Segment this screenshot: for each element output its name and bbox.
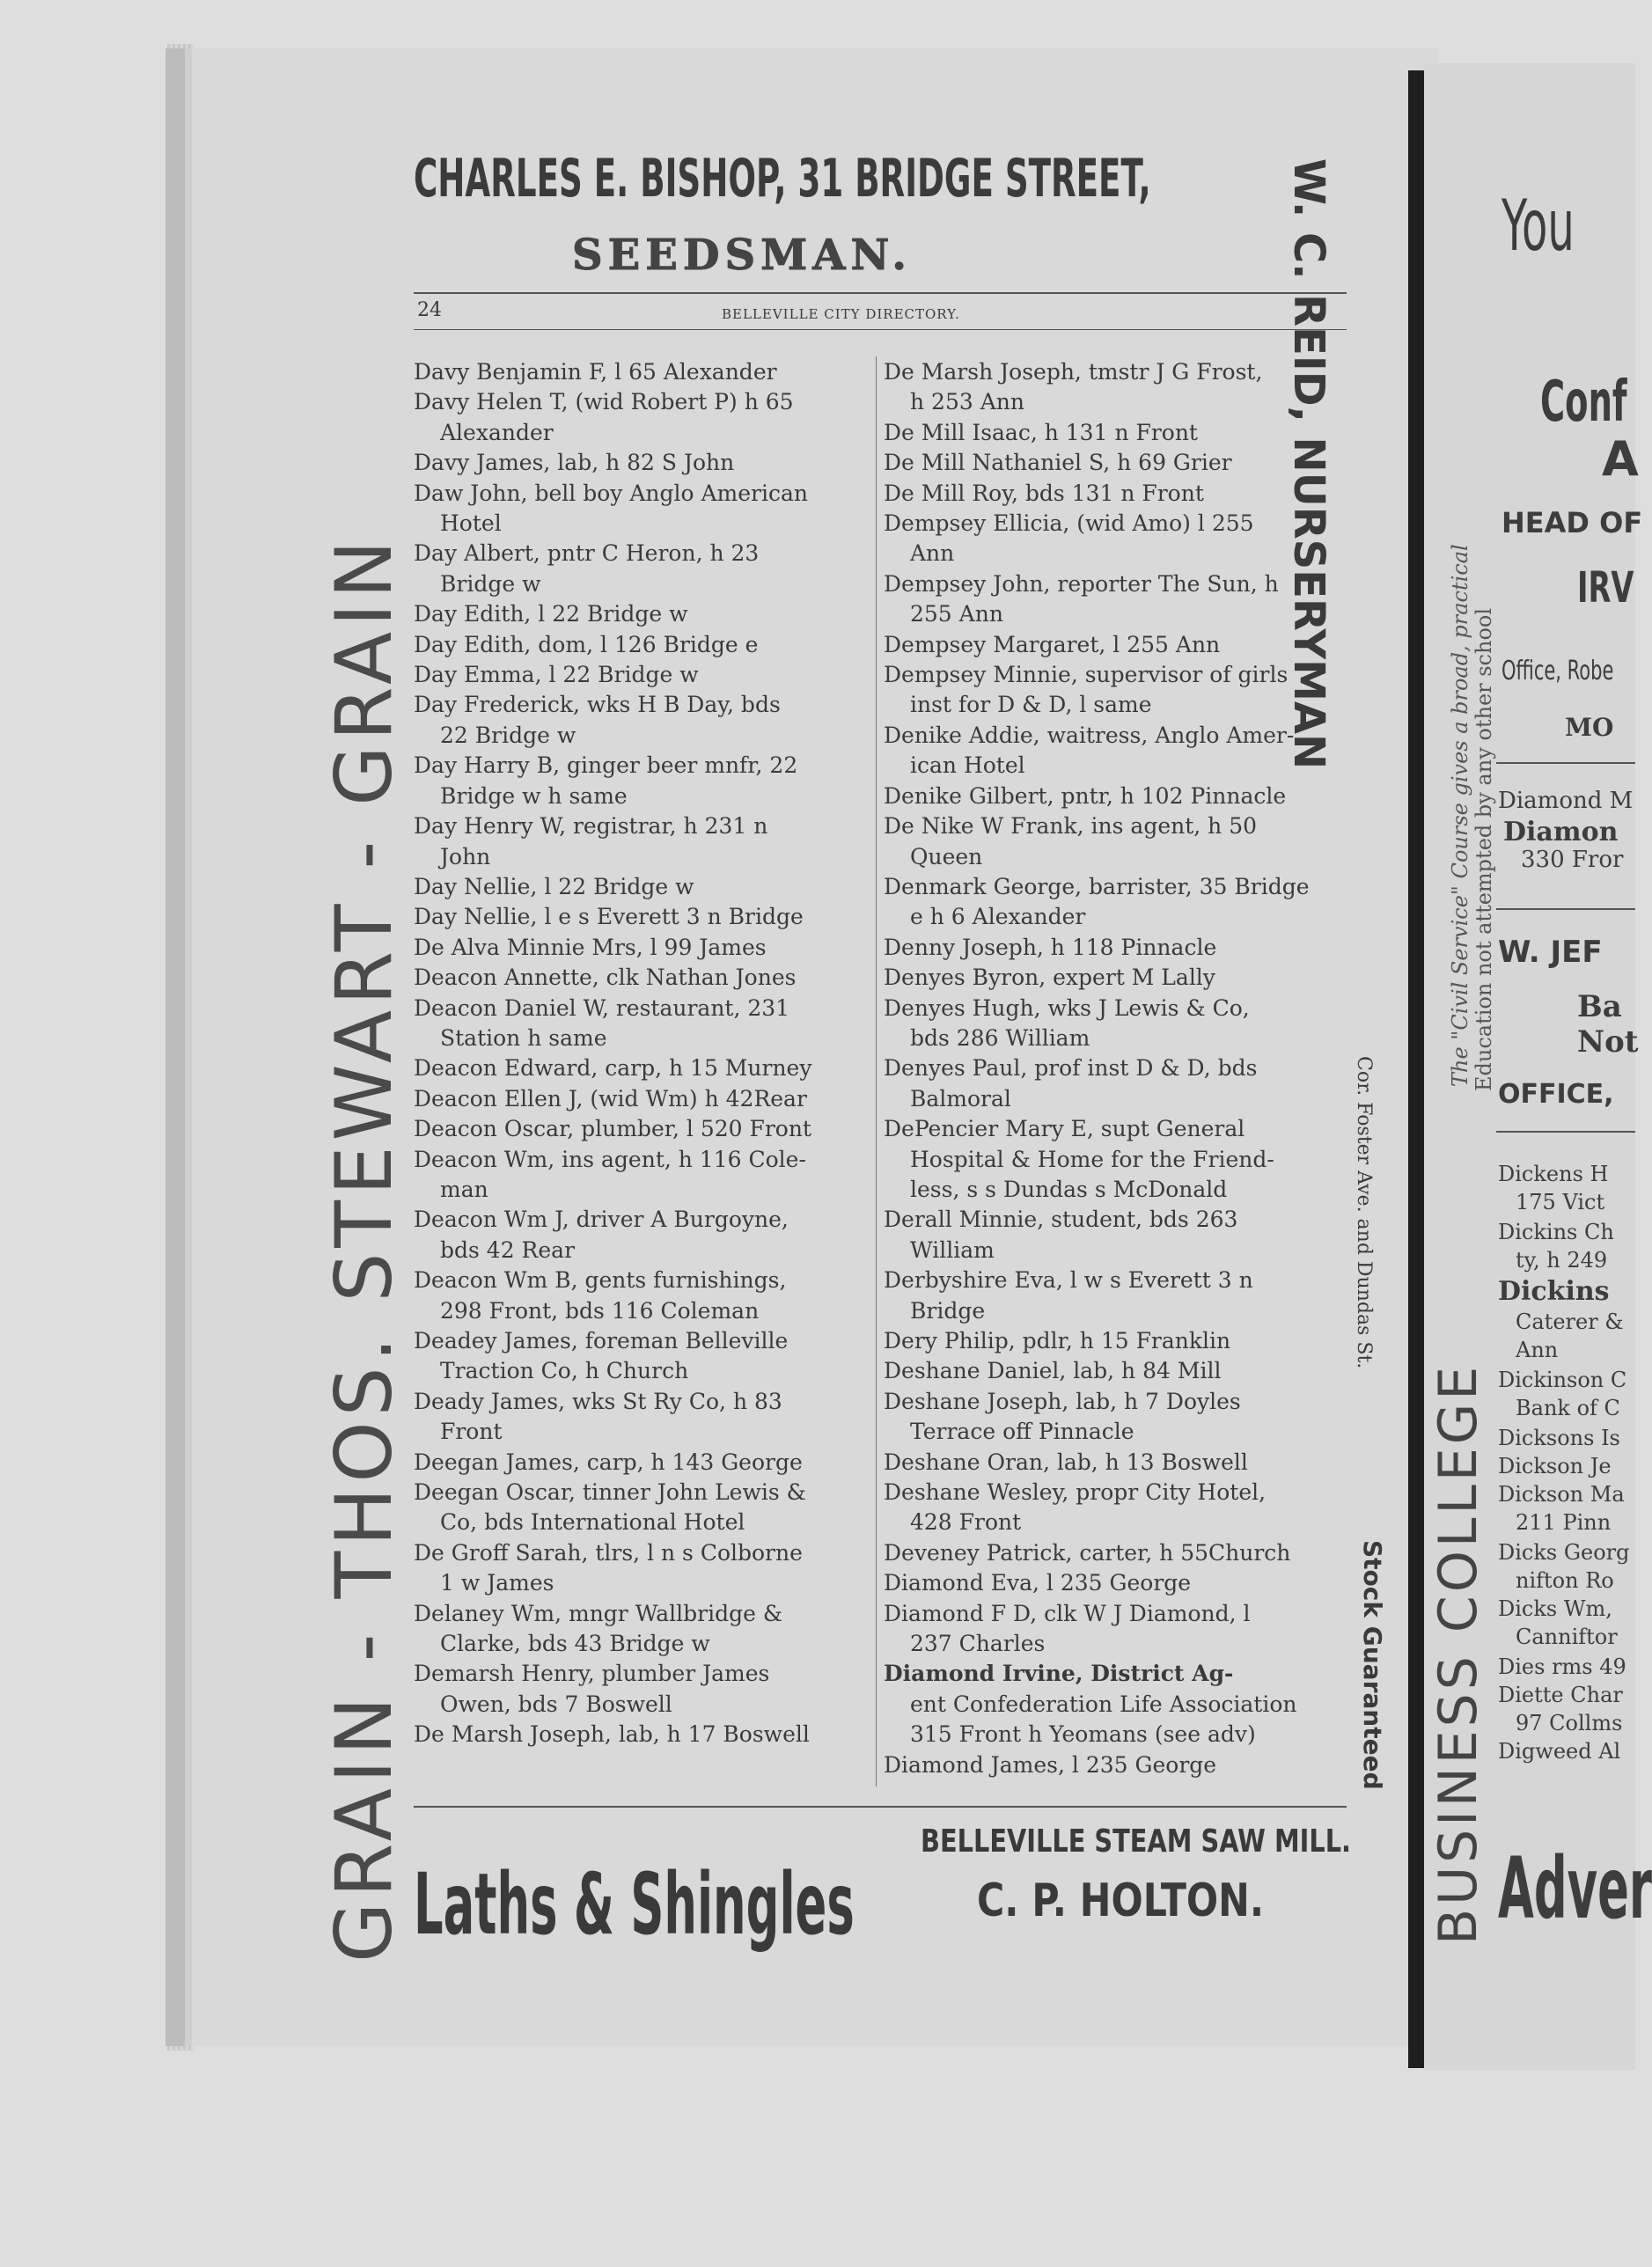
directory-line: Diamond Eva, l 235 George (884, 1570, 1192, 1596)
facing-rule-2 (1496, 908, 1635, 910)
facing-caterer: Caterer & (1516, 1310, 1624, 1334)
directory-line: bds 42 Rear (440, 1236, 576, 1263)
directory-line: Deacon Wm B, gents furnishings, (414, 1267, 787, 1294)
facing-conf: Conf (1540, 370, 1627, 435)
facing-a: A (1602, 431, 1639, 487)
directory-line: Day Edith, l 22 Bridge w (414, 601, 688, 627)
facing-not: Not (1577, 1024, 1639, 1060)
facing-diamond-2: Diamon (1503, 817, 1619, 847)
left-column (414, 357, 876, 1750)
directory-line: Deady James, wks St Ry Co, h 83 (414, 1388, 782, 1414)
header-advert-line1: CHARLES E. BISHOP, 31 BRIDGE STREET, (414, 148, 1151, 209)
directory-line: Davy Helen T, (wid Robert P) h 65 (414, 389, 794, 415)
directory-line: Deacon Annette, clk Nathan Jones (414, 965, 797, 991)
directory-line: John (440, 843, 491, 869)
facing-adver: Adver (1498, 1839, 1652, 1938)
facing-head-of: HEAD OF (1501, 506, 1643, 539)
directory-line: Deacon Wm, ins agent, h 116 Cole- (414, 1146, 806, 1172)
directory-line: De Marsh Joseph, lab, h 17 Boswell (414, 1721, 810, 1748)
directory-line: Dery Philip, pdlr, h 15 Franklin (884, 1328, 1231, 1354)
footer-advert-left: Laths & Shingles (414, 1855, 855, 1954)
directory-line: 255 Ann (910, 601, 1003, 627)
directory-line: Deacon Edward, carp, h 15 Murney (414, 1055, 812, 1082)
directory-line: 22 Bridge w (440, 722, 576, 748)
directory-line: 237 Charles (910, 1631, 1046, 1657)
directory-line: De Groff Sarah, tlrs, l n s Colborne (414, 1539, 803, 1566)
facing-digweed: Digweed Al (1498, 1739, 1621, 1764)
facing-dickens: Dickens H (1498, 1162, 1609, 1186)
facing-dicks-georg: Dicks Georg (1498, 1540, 1630, 1565)
directory-line: Alexander (440, 419, 554, 445)
directory-line: Denmark George, barrister, 35 Bridge (884, 873, 1310, 899)
directory-line: Day Nellie, l e s Everett 3 n Bridge (414, 904, 804, 930)
directory-line: Denyes Hugh, wks J Lewis & Co, (884, 994, 1250, 1021)
facing-education: Education not attempted by any other school (1472, 607, 1496, 1091)
directory-line: Denike Addie, waitress, Anglo Amer- (884, 722, 1295, 748)
facing-rule-3 (1496, 1131, 1635, 1133)
directory-line: Day Edith, dom, l 126 Bridge e (414, 631, 759, 657)
facing-dickins-ch: Dickins Ch (1498, 1220, 1614, 1244)
facing-wjef: W. JEF (1498, 935, 1603, 970)
facing-dickins-bold: Dickins (1498, 1276, 1610, 1307)
directory-line: Bridge (910, 1297, 986, 1324)
directory-line: Deacon Daniel W, restaurant, 231 (414, 994, 790, 1021)
directory-line: William (910, 1236, 995, 1263)
directory-line: ent Confederation Life Association (910, 1691, 1297, 1717)
directory-line: Terrace off Pinnacle (910, 1419, 1134, 1445)
directory-line: Queen (910, 843, 983, 869)
facing-diette: Diette Char (1498, 1683, 1623, 1707)
facing-office-robe: Office, Robe (1501, 656, 1614, 686)
facing-dickson-ma: Dickson Ma (1498, 1482, 1625, 1507)
directory-line: h 253 Ann (910, 389, 1024, 415)
running-head-rule (414, 329, 1347, 330)
right-margin-stock: Stock Guaranteed (1358, 1540, 1387, 1790)
directory-line: Dempsey Minnie, supervisor of girls (884, 662, 1289, 688)
directory-line: Deshane Wesley, propr City Hotel, (884, 1479, 1267, 1506)
directory-line: 1 w James (440, 1570, 554, 1596)
directory-line: Dempsey John, reporter The Sun, h (884, 570, 1279, 597)
right-margin-nursery: W. C. REID, NURSERYMAN (1284, 158, 1333, 770)
directory-line: Ann (910, 540, 955, 567)
facing-canniffton: Canniftor (1516, 1625, 1618, 1649)
running-head: BELLEVILLE CITY DIRECTORY. (722, 306, 960, 322)
directory-line: 298 Front, bds 116 Coleman (440, 1297, 760, 1324)
directory-line: Traction Co, h Church (440, 1358, 689, 1384)
directory-line: De Mill Nathaniel S, h 69 Grier (884, 450, 1232, 476)
directory-line: Day Harry B, ginger beer mnfr, 22 (414, 752, 798, 779)
directory-line: Bridge w h same (440, 782, 628, 809)
facing-diamond-3: 330 Fror (1521, 847, 1624, 873)
directory-line: Deshane Oran, lab, h 13 Boswell (884, 1449, 1248, 1475)
directory-line: Demarsh Henry, plumber James (414, 1661, 770, 1687)
directory-line: De Mill Roy, bds 131 n Front (884, 480, 1204, 506)
directory-line: Daw John, bell boy Anglo American (414, 480, 808, 506)
directory-line: De Nike W Frank, ins agent, h 50 (884, 813, 1258, 840)
directory-line: Day Frederick, wks H B Day, bds (414, 692, 781, 718)
directory-line: Balmoral (910, 1085, 1011, 1111)
directory-line: Denike Gilbert, pntr, h 102 Pinnacle (884, 782, 1287, 809)
right-margin-address: Cor. Foster Ave. and Dundas St. (1353, 1056, 1375, 1369)
facing-business-college: BUSINESS COLLEGE (1428, 1362, 1489, 1945)
facing-dicks-wm: Dicks Wm, (1498, 1596, 1612, 1621)
facing-you: You (1501, 185, 1575, 267)
facing-mo: MO (1565, 713, 1614, 742)
facing-pinn: 211 Pinn (1516, 1510, 1612, 1535)
directory-line: Delaney Wm, mngr Wallbridge & (414, 1600, 783, 1626)
directory-line: Deacon Oscar, plumber, l 520 Front (414, 1116, 811, 1142)
directory-line: Co, bds International Hotel (440, 1509, 745, 1536)
directory-line: Day Henry W, registrar, h 231 n (414, 813, 768, 840)
directory-line: Derall Minnie, student, bds 263 (884, 1207, 1238, 1233)
footer-advert-right-top: BELLEVILLE STEAM SAW MILL. (921, 1823, 1351, 1860)
directory-line: less, s s Dundas s McDonald (910, 1176, 1228, 1202)
directory-line: Derbyshire Eva, l w s Everett 3 n (884, 1267, 1253, 1294)
directory-line: De Mill Isaac, h 131 n Front (884, 419, 1198, 445)
facing-office: OFFICE, (1498, 1079, 1614, 1110)
facing-irv: IRV (1577, 563, 1634, 613)
directory-line: Hospital & Home for the Friend- (910, 1146, 1274, 1172)
facing-rule-1 (1496, 762, 1635, 764)
directory-line: inst for D & D, l same (910, 692, 1152, 718)
directory-line: Dempsey Margaret, l 255 Ann (884, 631, 1221, 657)
directory-line: e h 6 Alexander (910, 904, 1086, 930)
facing-ann: Ann (1516, 1338, 1559, 1362)
facing-dickson-je: Dickson Je (1498, 1454, 1612, 1478)
directory-line: ican Hotel (910, 752, 1025, 779)
right-column (884, 357, 1346, 1780)
header-rule (414, 292, 1347, 294)
directory-line: Diamond Irvine, District Ag- (884, 1661, 1234, 1687)
directory-line: 428 Front (910, 1509, 1022, 1536)
directory-line: Deacon Wm J, driver A Burgoyne, (414, 1207, 789, 1233)
binding-gutter (1408, 70, 1424, 2068)
directory-line: Deshane Daniel, lab, h 84 Mill (884, 1358, 1222, 1384)
directory-line: Deegan Oscar, tinner John Lewis & (414, 1479, 806, 1506)
facing-dies: Dies rms 49 (1498, 1654, 1626, 1679)
facing-dickinson: Dickinson C (1498, 1368, 1627, 1392)
directory-line: Clarke, bds 43 Bridge w (440, 1631, 710, 1657)
directory-line: Hotel (440, 510, 502, 537)
directory-line: Deacon Ellen J, (wid Wm) h 42Rear (414, 1085, 807, 1111)
facing-bank: Bank of C (1516, 1396, 1620, 1420)
footer-advert-right-bottom: C. P. HOLTON. (977, 1874, 1265, 1927)
directory-line: Station h same (440, 1024, 607, 1051)
directory-line: man (440, 1176, 488, 1202)
facing-civil-service: The "Civil Service" Course gives a broad, practical (1448, 544, 1472, 1087)
directory-line: 315 Front h Yeomans (see adv) (910, 1721, 1256, 1748)
page-number: 24 (417, 299, 442, 321)
directory-line: Front (440, 1419, 503, 1445)
directory-line: Bridge w (440, 570, 541, 597)
column-divider (876, 356, 877, 1786)
directory-line: Denyes Paul, prof inst D & D, bds (884, 1055, 1258, 1082)
directory-line: Denny Joseph, h 118 Pinnacle (884, 934, 1217, 960)
directory-line: Deegan James, carp, h 143 George (414, 1449, 803, 1475)
directory-line: Deadey James, foreman Belleville (414, 1328, 789, 1354)
header-advert-line2: SEEDSMAN. (572, 231, 913, 280)
facing-ty: ty, h 249 (1516, 1248, 1608, 1273)
facing-victoria: 175 Vict (1516, 1190, 1605, 1214)
directory-line: Owen, bds 7 Boswell (440, 1691, 672, 1717)
directory-line: DePencier Mary E, supt General (884, 1116, 1245, 1142)
directory-line: Day Nellie, l 22 Bridge w (414, 873, 694, 899)
facing-dicksons: Dicksons Is (1498, 1426, 1620, 1450)
directory-line: Day Albert, pntr C Heron, h 23 (414, 540, 760, 567)
directory-line: Diamond F D, clk W J Diamond, l (884, 1600, 1251, 1626)
footer-rule (414, 1806, 1347, 1808)
facing-diamond-1: Diamond M (1498, 788, 1634, 814)
directory-line: Day Emma, l 22 Bridge w (414, 662, 699, 688)
directory-line: De Alva Minnie Mrs, l 99 James (414, 934, 767, 960)
directory-line: Deshane Joseph, lab, h 7 Doyles (884, 1388, 1241, 1414)
directory-line: De Marsh Joseph, tmstr J G Frost, (884, 359, 1263, 385)
facing-collms: 97 Collms (1516, 1711, 1623, 1735)
directory-line: Dempsey Ellicia, (wid Amo) l 255 (884, 510, 1254, 537)
directory-line: Davy James, lab, h 82 S John (414, 450, 735, 476)
directory-line: bds 286 William (910, 1024, 1090, 1051)
directory-line: Deveney Patrick, carter, h 55Church (884, 1539, 1291, 1566)
left-margin-advert: GRAIN - THOS. STEWART - GRAIN (319, 534, 409, 1963)
facing-ba: Ba (1577, 989, 1622, 1024)
directory-line: Diamond James, l 235 George (884, 1751, 1217, 1778)
facing-nifton: nifton Ro (1516, 1568, 1614, 1593)
directory-line: Denyes Byron, expert M Lally (884, 965, 1215, 991)
directory-line: Davy Benjamin F, l 65 Alexander (414, 359, 777, 385)
